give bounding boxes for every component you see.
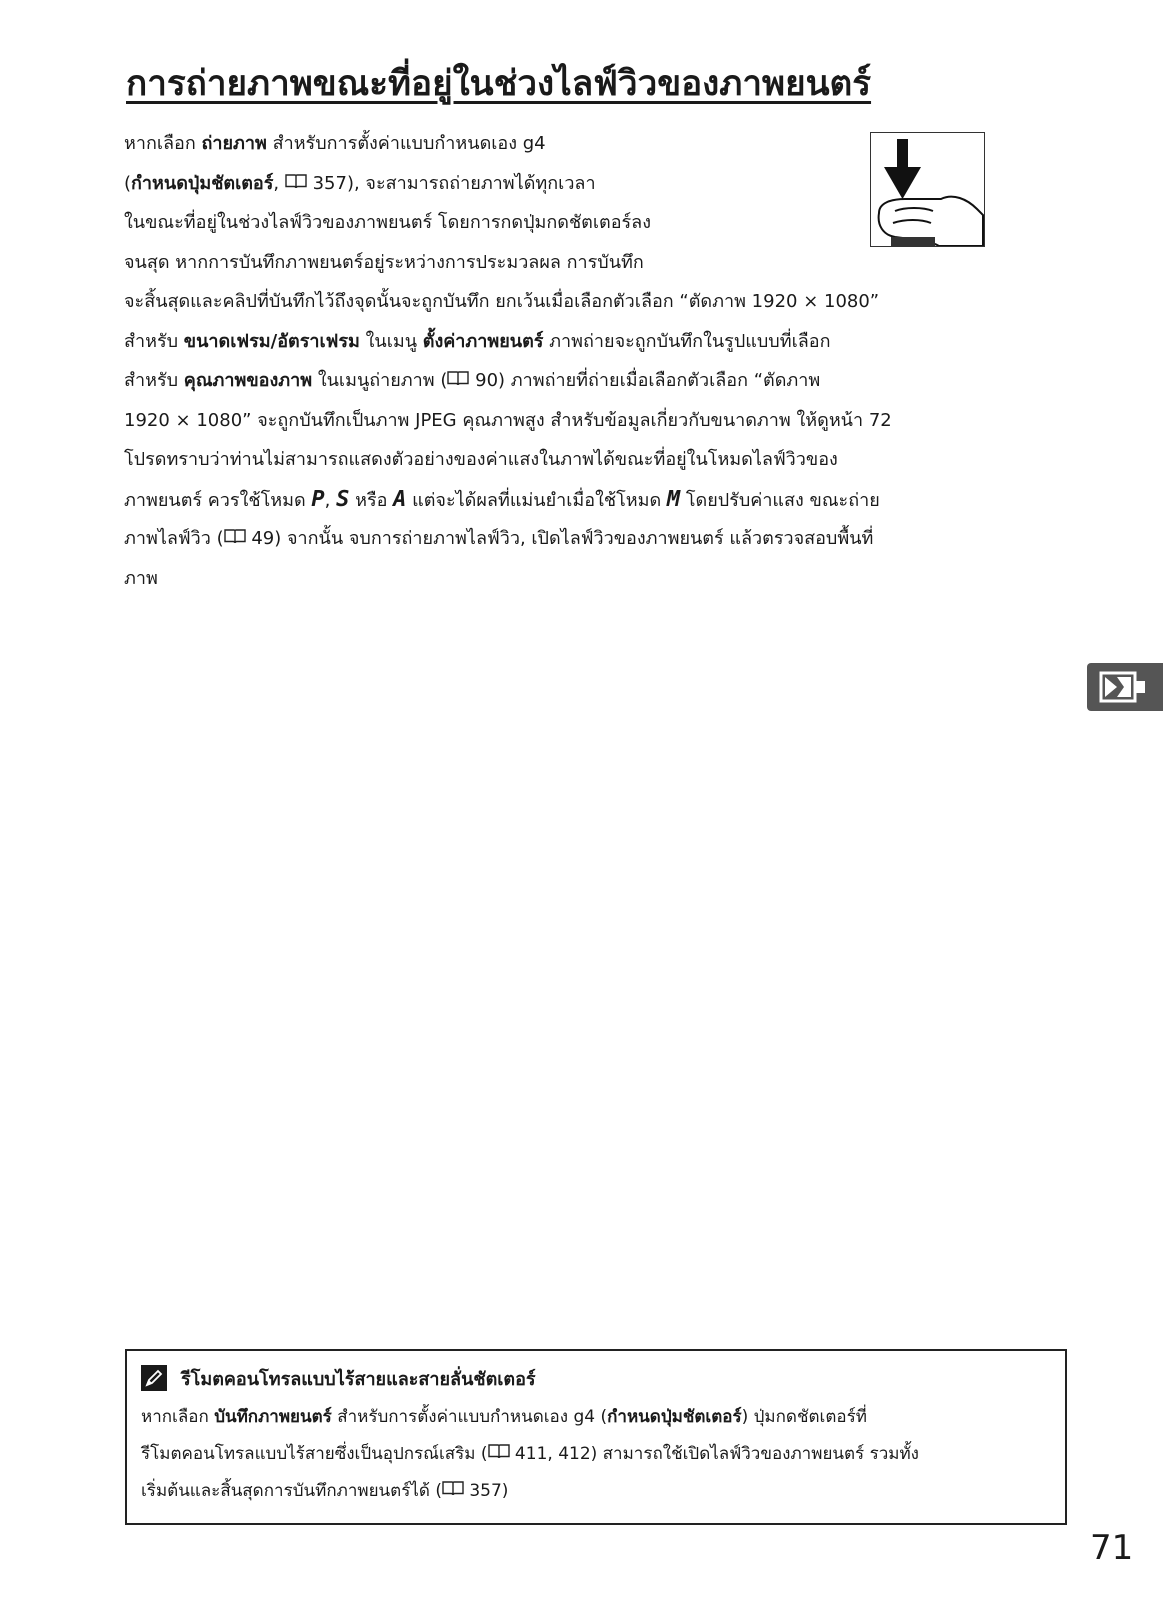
mode-p-symbol: P: [311, 486, 325, 512]
body-text-span: ในเมนูถ่ายภาพ (: [312, 370, 448, 391]
book-reference-icon: [224, 520, 246, 560]
mode-a-symbol: A: [393, 486, 407, 512]
body-text-span: ,: [324, 489, 337, 511]
body-text-span: ,: [273, 172, 285, 194]
note-heading: [141, 1363, 536, 1393]
note-text: [141, 1399, 1051, 1510]
body-line: จะสิ้นสุดและคลิปที่บันทึกไว้ถึงจุดนั้นจะถูกบันทึก ยกเว้นเมื่อเลือกตัวเลือก “ตัดภาพ 1920 × 1080”: [124, 291, 880, 312]
body-text-span: ภาพไลฟ์วิว (: [124, 528, 224, 549]
book-reference-icon: [442, 1473, 464, 1510]
mode-s-symbol: S: [336, 486, 350, 512]
note-text-span: รีโมตคอนโทรลแบบไร้สายซึ่งเป็นอุปกรณ์เสริม (: [141, 1444, 488, 1464]
body-line: [124, 480, 1044, 520]
mode-m-symbol: M: [666, 486, 681, 512]
note-text-span: สำหรับการตั้งค่าแบบกำหนดเอง g4 (: [331, 1407, 608, 1427]
body-line: ในขณะที่อยู่ในช่วงไลฟ์วิวของภาพยนตร์ โดยการกดปุ่มกดชัตเตอร์ลง: [124, 212, 652, 233]
page-title: การถ่ายภาพขณะที่อยู่ในช่วงไลฟ์วิวของภาพยนตร์: [126, 64, 872, 104]
menu-term-record-movies: บันทึกภาพยนตร์: [214, 1407, 332, 1427]
note-heading-text: รีโมตคอนโทรลแบบไร้สายและสายลั่นชัตเตอร์: [181, 1368, 536, 1390]
body-text-span: 357), จะสามารถถ่ายภาพได้ทุกเวลา: [306, 172, 596, 194]
body-line: 1920 × 1080” จะถูกบันทึกเป็นภาพ JPEG คุณภาพสูง สำหรับข้อมูลเกี่ยวกับขนาดภาพ ให้ดูหน้า 72: [124, 409, 892, 431]
body-text-span: โดยปรับค่าแสง ขณะถ่าย: [680, 489, 880, 511]
menu-term-shutter-button: กำหนดปุ่มชัตเตอร์: [607, 1407, 742, 1427]
menu-term-movie-settings: ตั้งค่าภาพยนตร์: [422, 330, 544, 352]
body-text-span: ภาพยนตร์ ควรใช้โหมด: [124, 489, 312, 511]
body-line: ภาพ: [124, 567, 158, 589]
book-reference-icon: [285, 165, 307, 205]
book-reference-icon: [447, 362, 469, 402]
book-reference-icon: [488, 1436, 510, 1473]
page-number: 71: [1090, 1528, 1134, 1568]
body-line: [124, 519, 1044, 559]
note-line: [141, 1473, 1051, 1510]
menu-term-shutter-button: กำหนดปุ่มชัตเตอร์: [131, 172, 274, 194]
body-line: [124, 361, 1044, 401]
body-text-span: แต่จะได้ผลที่แม่นยำเมื่อใช้โหมด: [406, 489, 667, 511]
body-text-span: สำหรับการตั้งค่าแบบกำหนดเอง g4: [266, 133, 546, 154]
menu-term-shoot-photos: ถ่ายภาพ: [201, 133, 267, 154]
body-line: [124, 322, 1044, 362]
body-line: [124, 124, 1044, 164]
body-text-span: (: [124, 172, 132, 194]
body-text: [124, 124, 1044, 598]
menu-term-image-quality: คุณภาพของภาพ: [183, 370, 313, 391]
note-text-span: เริ่มต้นและสิ้นสุดการบันทึกภาพยนตร์ได้ (: [141, 1481, 442, 1501]
body-text-span: สำหรับ: [124, 330, 184, 352]
note-box: [125, 1349, 1067, 1525]
body-text-span: สำหรับ: [124, 370, 184, 391]
body-line: จนสุด หากการบันทึกภาพยนตร์อยู่ระหว่างการประมวลผล การบันทึก: [124, 251, 644, 273]
note-text-span: ) ปุ่มกดชัตเตอร์ที่: [741, 1407, 867, 1427]
body-text-span: ในเมนู: [359, 330, 423, 352]
menu-term-frame-size: ขนาดเฟรม/อัตราเฟรม: [183, 330, 360, 352]
note-text-span: หากเลือก: [141, 1407, 215, 1427]
note-line: [141, 1399, 1051, 1436]
body-line: [124, 164, 1044, 204]
body-text-span: ภาพถ่ายจะถูกบันทึกในรูปแบบที่เลือก: [543, 330, 831, 352]
pencil-note-icon: [141, 1365, 167, 1391]
note-text-span: 357): [463, 1481, 509, 1501]
body-text-span: 49) จากนั้น จบการถ่ายภาพไลฟ์วิว, เปิดไลฟ์วิวของภาพยนตร์ แล้วตรวจสอบพื้นที่: [245, 528, 874, 549]
body-text-span: 90) ภาพถ่ายที่ถ่ายเมื่อเลือกตัวเลือก “ตัดภาพ: [469, 370, 821, 391]
body-text-span: หรือ: [349, 489, 394, 511]
note-text-span: 411, 412) สามารถใช้เปิดไลฟ์วิวของภาพยนตร์ รวมทั้ง: [509, 1444, 919, 1464]
movie-tab-icon[interactable]: [1087, 663, 1163, 711]
body-line: โปรดทราบว่าท่านไม่สามารถแสดงตัวอย่างของค่าแสงในภาพได้ขณะที่อยู่ในโหมดไลฟ์วิวของ: [124, 449, 838, 470]
body-text-span: หากเลือก: [124, 133, 202, 154]
note-line: [141, 1436, 1051, 1473]
